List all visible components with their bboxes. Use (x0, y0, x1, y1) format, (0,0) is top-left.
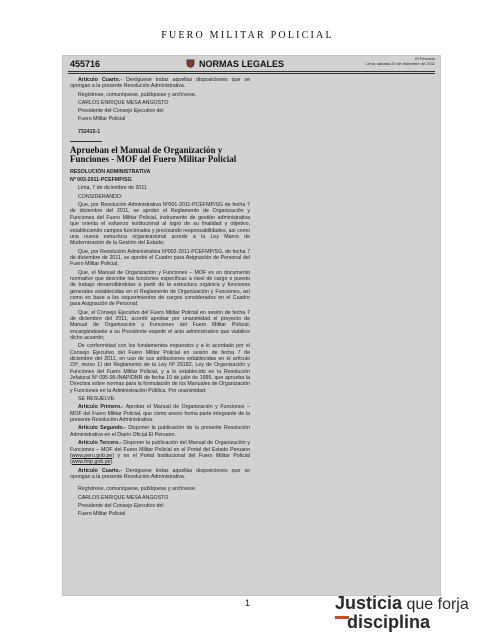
slogan-word-justicia: Justicia (335, 593, 403, 613)
article-1-label: Artículo Primero.- (78, 404, 124, 411)
prev-signer-role-2: Fuero Militar Policial (78, 116, 126, 123)
link-fmp-gob[interactable]: www.fmp.gob.pe (71, 459, 111, 466)
header-rule (68, 71, 435, 72)
paragraph-4: Que, el Consejo Ejecutivo del Fuero Militar Policial en sesión de fecha 7 de diciembre del 2011, acordó aprobar por unanimidad el proyecto de Manual de Organización y Funciones del Fuero Militar Policial, encargándosele a su Presidente expedir el acto administrativo que viabilice dicho acuerdo; (70, 309, 250, 341)
prev-code: 732415-1 (78, 128, 101, 135)
prev-registrese: Regístrese, comuníquese, publíquese y archívese. (78, 91, 197, 98)
article-3 (70, 440, 250, 465)
gazette-scan (62, 55, 441, 596)
signer-role-2: Fuero Militar Policial (78, 510, 126, 517)
signer-role-1: Presidente del Consejo Ejecutivo del (78, 502, 164, 509)
resolution-number: Nº 003-2011-PCEFMP/SG (70, 177, 132, 184)
header-rule-2 (68, 73, 435, 74)
prev-signer-role-1: Presidente del Consejo Ejecutivo del (78, 108, 164, 115)
slogan-words-que-forja: que forja (402, 596, 469, 613)
gazette-date: Lima, sábado 24 de diciembre de 2011 (366, 61, 435, 66)
article-4-text: Deróguese todas aquellas disposiciones que se opongan a la presente Resolución Administrativa. (70, 467, 250, 480)
considerando-label: CONSIDERANDO: (78, 193, 123, 200)
article-4-label: Artículo Cuarto.- (78, 467, 122, 474)
signer-name: CARLOS ENRIQUE MESA ANGOSTO (78, 494, 169, 501)
article-2 (70, 425, 250, 438)
slogan-line-2: disciplina (347, 612, 431, 632)
article-1 (70, 404, 250, 423)
prev-article-4 (70, 77, 250, 90)
article-3-text-2: ) y en el Portal Institucional del Fuero Militar Policial ( (70, 452, 250, 466)
gazette-title: NORMAS LEGALES (199, 59, 285, 69)
link-peru-gob[interactable]: www.peru.gob.pe (71, 452, 113, 459)
resolution-date: Lima, 7 de diciembre de 2011 (78, 185, 147, 192)
resolution-title: RESOLUCIÓN ADMINISTRATIVA (70, 169, 151, 176)
page-header: FUERO MILITAR POLICIAL (161, 30, 334, 41)
slogan-logo (335, 591, 485, 637)
article-3-text-1: Disponer la publicación del Manual de Organización y Funciones – MOF del Fuero Militar Policial en el Portal del Estado Peruano ( (70, 440, 250, 459)
article-3-text-3: ). (110, 459, 114, 466)
paragraph-1: Que, por Resolución Administrativa Nº001-2011-PCEFMP/SG de fecha 7 de diciembre del 2011, se aprobó el Reglamento de Organización y Funciones del Fuero Militar Policial, instrumento de gestión administrativa que orienta el esfuerzo institucional al logro de su finalidad y objetivo, estableciendo campos funcionales y precisando responsabilidades, así como una nueva estructura organizacional acorde a la Ley Marco de Modernización de la Gestión del Estado; (70, 202, 250, 247)
coat-of-arms-icon (186, 59, 195, 68)
article-4 (70, 468, 250, 481)
article-2-text: Disponer la publicación de la presente Resolución Administrativa en el Diario Oficial El Peruano. (70, 425, 250, 438)
paragraph-2: Que, por Resolución Administrativa Nº002-2011-PCEFMP/SG, de fecha 7 de diciembre de 2011, se aprobó el Cuadro para Asignación de Personal del Fuero Militar Policial; (70, 248, 250, 268)
page-number: 1 (244, 598, 250, 608)
resolution-heading: Aprueban el Manual de Organización y Funciones - MOF del Fuero Militar Policial (70, 144, 237, 165)
slogan-line-1 (335, 593, 469, 614)
gazette-name: El Peruano (415, 56, 435, 61)
text-column (70, 77, 250, 519)
prev-article-4-label: Artículo Cuarto.- (78, 77, 122, 83)
prev-signer-name: CARLOS ENRIQUE MESA ANGOSTO (78, 100, 169, 107)
gazette-page-number: 455716 (70, 59, 101, 69)
article-2-label: Artículo Segundo.- (78, 425, 126, 432)
section-divider (70, 141, 102, 142)
se-resuelve-label: SE RESUELVE: (78, 396, 116, 403)
paragraph-3: Que, el Manual de Organización y Funciones – MOF es un documento normativo que describe las funciones específicas a nivel de cargo o puesto de trabajo desarrollándolas a partir de la estructura orgánica y funciones generales establecidas en el Reglamento de Organización y Funciones, así como en base a los requerimientos de cargos considerados en el Cuadro para Asignación de Personal; (70, 269, 250, 308)
registrese: Regístrese, comuníquese, publíquese y archívese. (78, 486, 197, 493)
gazette-edition (366, 56, 435, 66)
article-1-text: Aprobar el Manual de Organización y Funciones – MOF del Fuero Militar Policial, que como anexo forma parte integrante de la presente Resolución Administrativa. (70, 404, 251, 424)
prev-article-4-text: Deróguese todas aquellas disposiciones que se opongan a la presente Resolución Administrativa. (70, 77, 250, 90)
article-3-label: Artículo Tercero.- (78, 440, 122, 447)
paragraph-5: De conformidad con los fundamentos expuestos y a lo acordado por el Consejo Ejecutivo del Fuero Militar Policial en sesión de fecha 7 de diciembre del 2011, en uso de sus atribuciones establecidas en el artículo 23º, inciso 1) del Reglamento de la Ley Nº 29182, Ley de Organización y Funciones del Fuero Militar Policial, y a lo establecido en la Resolución Jefatural Nº 095-95-INAP/DNR de fecha 10 de julio de 1995, que aprueba la Directiva sobre normas para la formulación de los Manuales de Organización y Funciones en la Administración Pública. Por unanimidad; (70, 343, 250, 394)
